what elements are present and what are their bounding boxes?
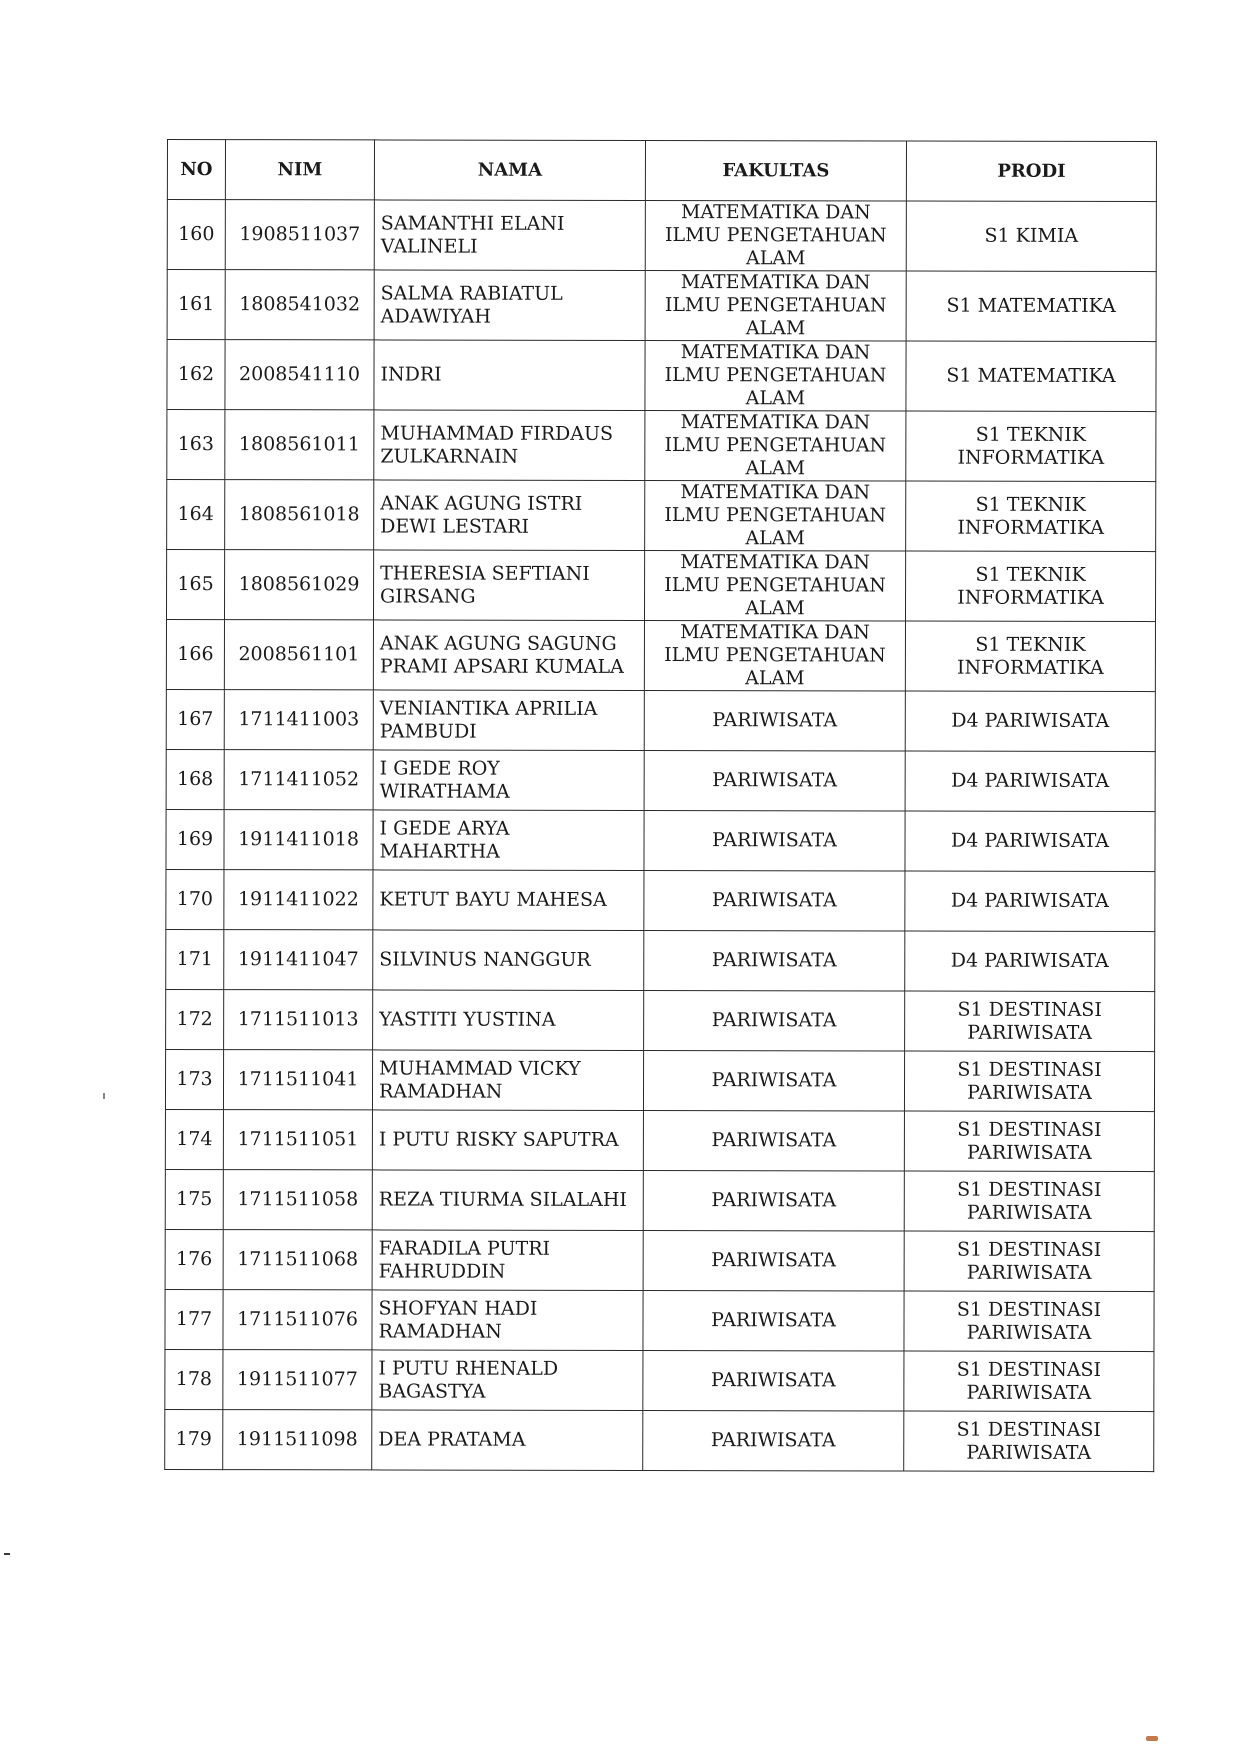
cell-no: 167 bbox=[166, 689, 224, 749]
table-row bbox=[165, 1049, 1154, 1111]
cell-nama-line: I GEDE ROY bbox=[379, 756, 500, 780]
cell-fakultas bbox=[645, 271, 906, 342]
cell-nama bbox=[373, 620, 644, 691]
cell-fakultas-line: PARIWISATA bbox=[711, 1129, 837, 1152]
cell-prodi-line: INFORMATIKA bbox=[957, 656, 1104, 679]
header-no: NO bbox=[167, 140, 225, 200]
cell-nama bbox=[373, 930, 644, 991]
table-row bbox=[166, 989, 1155, 1051]
cell-nim: 2008541110 bbox=[225, 340, 374, 410]
cell-fakultas bbox=[643, 1230, 904, 1291]
cell-nim: 1911411022 bbox=[224, 870, 373, 930]
cell-prodi-line: PARIWISATA bbox=[967, 1081, 1092, 1104]
cell-prodi-line: S1 TEKNIK bbox=[975, 633, 1086, 656]
cell-nim: 1808561029 bbox=[224, 550, 373, 620]
cell-fakultas bbox=[643, 1290, 904, 1351]
cell-nama-line: PRAMI APSARI KUMALA bbox=[379, 654, 624, 678]
table-row bbox=[166, 809, 1155, 871]
cell-prodi bbox=[905, 931, 1155, 992]
cell-prodi-line: S1 KIMIA bbox=[984, 224, 1079, 247]
cell-fakultas-line: ALAM bbox=[745, 247, 806, 270]
cell-nama bbox=[373, 870, 644, 931]
cell-no: 179 bbox=[165, 1409, 223, 1469]
cell-nama bbox=[373, 690, 644, 751]
cell-nama bbox=[374, 270, 645, 341]
header-fakultas: FAKULTAS bbox=[645, 141, 906, 202]
cell-nama-line: SHOFYAN HADI bbox=[378, 1296, 538, 1320]
cell-fakultas bbox=[644, 691, 905, 752]
cell-nama bbox=[372, 1230, 643, 1291]
cell-no: 178 bbox=[165, 1349, 223, 1409]
cell-prodi-line: S1 DESTINASI bbox=[956, 1358, 1102, 1381]
cell-nama-line: KETUT BAYU MAHESA bbox=[379, 888, 607, 911]
cell-nama-line: I PUTU RHENALD bbox=[378, 1356, 559, 1380]
cell-nama bbox=[374, 410, 645, 481]
cell-nama bbox=[372, 1290, 643, 1351]
table-row bbox=[166, 689, 1155, 751]
cell-nama-line: FAHRUDDIN bbox=[378, 1259, 506, 1283]
cell-fakultas-line: ILMU PENGETAHUAN bbox=[664, 294, 887, 317]
cell-fakultas-line: ALAM bbox=[745, 527, 805, 550]
cell-nim: 1711511051 bbox=[223, 1110, 372, 1170]
cell-nim: 1911511077 bbox=[223, 1350, 372, 1410]
cell-nama-line: ZULKARNAIN bbox=[380, 444, 519, 468]
cell-no: 176 bbox=[165, 1229, 223, 1289]
cell-fakultas bbox=[643, 1051, 904, 1112]
cell-prodi-line: S1 MATEMATIKA bbox=[946, 294, 1116, 317]
cell-fakultas-line: ILMU PENGETAHUAN bbox=[664, 644, 886, 667]
cell-prodi bbox=[904, 1291, 1154, 1352]
cell-prodi bbox=[905, 691, 1155, 752]
table-row bbox=[167, 200, 1156, 272]
cell-fakultas bbox=[645, 341, 906, 412]
cell-nama bbox=[374, 480, 645, 551]
cell-fakultas bbox=[644, 931, 905, 992]
cell-fakultas bbox=[643, 1170, 904, 1231]
cell-fakultas-line: ALAM bbox=[745, 667, 805, 690]
cell-no: 170 bbox=[166, 869, 224, 929]
scan-mark bbox=[4, 1553, 10, 1555]
cell-fakultas-line: MATEMATIKA DAN bbox=[680, 271, 871, 294]
table-row bbox=[165, 1229, 1154, 1291]
cell-no: 161 bbox=[167, 270, 225, 340]
cell-nama-line: SAMANTHI ELANI bbox=[380, 211, 565, 235]
cell-nama bbox=[373, 990, 644, 1051]
cell-fakultas-line: PARIWISATA bbox=[712, 829, 837, 852]
cell-fakultas-line: ILMU PENGETAHUAN bbox=[664, 434, 887, 457]
cell-prodi-line: S1 TEKNIK bbox=[975, 563, 1086, 586]
cell-prodi bbox=[904, 1111, 1154, 1172]
cell-nama bbox=[374, 200, 645, 271]
cell-nama bbox=[372, 1050, 643, 1111]
cell-prodi bbox=[906, 481, 1156, 552]
scan-mark bbox=[1146, 1736, 1158, 1741]
table-row bbox=[166, 749, 1155, 811]
cell-nama-line: VENIANTIKA APRILIA bbox=[379, 696, 598, 720]
cell-nim: 1711411003 bbox=[224, 690, 373, 750]
cell-fakultas-line: ALAM bbox=[745, 457, 806, 480]
table-row bbox=[167, 270, 1156, 342]
cell-fakultas-line: MATEMATIKA DAN bbox=[680, 621, 870, 644]
cell-fakultas bbox=[644, 811, 905, 872]
cell-nama bbox=[372, 1170, 643, 1231]
cell-fakultas bbox=[644, 621, 905, 692]
cell-fakultas-line: PARIWISATA bbox=[710, 1429, 836, 1452]
cell-no: 164 bbox=[167, 480, 225, 550]
cell-fakultas bbox=[643, 1111, 904, 1172]
cell-prodi-line: PARIWISATA bbox=[967, 1021, 1092, 1044]
cell-nama-line: BAGASTYA bbox=[378, 1379, 486, 1403]
cell-prodi bbox=[905, 991, 1155, 1052]
cell-nama-line: PAMBUDI bbox=[379, 719, 477, 743]
cell-nim: 1711511076 bbox=[223, 1290, 372, 1350]
cell-nama bbox=[372, 1350, 643, 1411]
cell-nama-line: MUHAMMAD VICKY bbox=[379, 1056, 581, 1080]
cell-prodi-line: D4 PARIWISATA bbox=[951, 769, 1110, 792]
cell-fakultas bbox=[645, 411, 906, 482]
cell-nama bbox=[372, 1410, 643, 1471]
table-row bbox=[166, 550, 1155, 622]
cell-prodi-line: S1 TEKNIK bbox=[975, 423, 1087, 446]
header-prodi: PRODI bbox=[906, 141, 1156, 202]
cell-no: 172 bbox=[166, 989, 224, 1049]
cell-prodi bbox=[904, 1171, 1154, 1232]
cell-prodi-line: S1 DESTINASI bbox=[956, 1298, 1102, 1321]
cell-prodi bbox=[904, 1411, 1154, 1472]
cell-fakultas-line: PARIWISATA bbox=[712, 889, 837, 912]
cell-prodi-line: PARIWISATA bbox=[966, 1381, 1092, 1404]
cell-no: 163 bbox=[167, 410, 225, 480]
cell-nama bbox=[373, 550, 644, 621]
cell-nim: 1911411018 bbox=[224, 810, 373, 870]
cell-nama-line: I GEDE ARYA bbox=[379, 816, 510, 840]
cell-no: 177 bbox=[165, 1289, 223, 1349]
cell-prodi-line: PARIWISATA bbox=[966, 1321, 1092, 1344]
cell-fakultas-line: PARIWISATA bbox=[711, 1069, 837, 1092]
cell-prodi-line: S1 MATEMATIKA bbox=[946, 364, 1116, 387]
table-body bbox=[165, 200, 1157, 1472]
cell-no: 160 bbox=[167, 200, 225, 270]
cell-fakultas-line: PARIWISATA bbox=[711, 1369, 836, 1392]
cell-nama bbox=[374, 340, 645, 411]
cell-prodi bbox=[905, 621, 1155, 692]
cell-prodi-line: S1 DESTINASI bbox=[957, 1118, 1102, 1141]
cell-nama-line: SILVINUS NANGGUR bbox=[379, 948, 591, 971]
table-row bbox=[166, 869, 1155, 931]
cell-nama-line: FARADILA PUTRI bbox=[378, 1236, 551, 1260]
cell-nim: 1711511058 bbox=[223, 1170, 372, 1230]
cell-fakultas-line: PARIWISATA bbox=[711, 949, 837, 972]
cell-prodi-line: PARIWISATA bbox=[966, 1261, 1092, 1284]
table-row bbox=[167, 410, 1156, 482]
cell-nama-line: MUHAMMAD FIRDAUS bbox=[380, 421, 614, 445]
cell-fakultas-line: MATEMATIKA DAN bbox=[680, 411, 871, 434]
cell-nama bbox=[372, 1110, 643, 1171]
cell-nama bbox=[373, 810, 644, 871]
table-row bbox=[167, 480, 1156, 552]
header-nama: NAMA bbox=[374, 140, 645, 201]
cell-no: 162 bbox=[167, 340, 225, 410]
table-row bbox=[165, 1289, 1154, 1351]
cell-no: 165 bbox=[166, 550, 224, 620]
cell-nim: 1808561011 bbox=[225, 410, 374, 480]
cell-nama-line: THERESIA SEFTIANI bbox=[380, 561, 590, 585]
cell-nama-line: GIRSANG bbox=[380, 584, 476, 608]
cell-nama-line: ANAK AGUNG SAGUNG bbox=[379, 631, 617, 655]
cell-fakultas-line: PARIWISATA bbox=[711, 1009, 837, 1032]
cell-nim: 1908511037 bbox=[225, 200, 374, 270]
cell-prodi bbox=[904, 1231, 1154, 1292]
cell-fakultas bbox=[644, 991, 905, 1052]
cell-prodi-line: INFORMATIKA bbox=[957, 446, 1105, 469]
cell-prodi-line: INFORMATIKA bbox=[957, 516, 1105, 539]
cell-nama-line: RAMADHAN bbox=[378, 1079, 503, 1103]
cell-fakultas-line: ALAM bbox=[745, 597, 805, 620]
cell-nim: 1808561018 bbox=[225, 480, 374, 550]
cell-nama-line: RAMADHAN bbox=[378, 1319, 502, 1343]
cell-no: 168 bbox=[166, 749, 224, 809]
cell-fakultas bbox=[643, 1410, 904, 1471]
cell-prodi-line: D4 PARIWISATA bbox=[951, 709, 1110, 732]
cell-nama bbox=[373, 750, 644, 811]
cell-nim: 1711411052 bbox=[224, 750, 373, 810]
cell-fakultas bbox=[645, 201, 906, 272]
table-row bbox=[167, 340, 1156, 412]
cell-prodi-line: S1 DESTINASI bbox=[956, 1238, 1102, 1261]
cell-prodi-line: S1 DESTINASI bbox=[957, 998, 1102, 1021]
cell-nama-line: MAHARTHA bbox=[379, 839, 500, 863]
cell-prodi-line: S1 DESTINASI bbox=[956, 1418, 1101, 1441]
cell-fakultas-line: PARIWISATA bbox=[712, 769, 838, 792]
cell-nama-line: YASTITI YUSTINA bbox=[379, 1008, 556, 1031]
scan-mark bbox=[103, 1093, 105, 1099]
cell-no: 173 bbox=[165, 1049, 223, 1109]
cell-prodi bbox=[905, 551, 1155, 622]
cell-prodi-line: PARIWISATA bbox=[967, 1141, 1092, 1164]
cell-prodi-line: D4 PARIWISATA bbox=[950, 829, 1110, 852]
cell-fakultas-line: MATEMATIKA DAN bbox=[680, 481, 871, 504]
cell-nama-line: INDRI bbox=[380, 363, 442, 386]
cell-fakultas-line: MATEMATIKA DAN bbox=[680, 551, 871, 574]
cell-nim: 2008561101 bbox=[224, 620, 373, 690]
cell-fakultas bbox=[645, 481, 906, 552]
cell-nama-line: SALMA RABIATUL bbox=[380, 281, 563, 305]
cell-nama-line: VALINELI bbox=[380, 234, 478, 258]
cell-prodi bbox=[904, 1351, 1154, 1412]
cell-fakultas-line: MATEMATIKA DAN bbox=[680, 201, 871, 224]
cell-fakultas-line: ALAM bbox=[745, 387, 806, 410]
table-row bbox=[166, 929, 1155, 991]
cell-prodi bbox=[906, 201, 1156, 272]
cell-fakultas bbox=[644, 551, 905, 622]
cell-fakultas-line: PARIWISATA bbox=[711, 1249, 837, 1272]
cell-no: 174 bbox=[165, 1109, 223, 1169]
cell-prodi bbox=[906, 341, 1156, 412]
table-row bbox=[165, 1409, 1154, 1471]
cell-prodi-line: INFORMATIKA bbox=[957, 586, 1104, 609]
cell-prodi-line: PARIWISATA bbox=[966, 1441, 1092, 1464]
cell-no: 171 bbox=[166, 929, 224, 989]
cell-prodi-line: S1 DESTINASI bbox=[957, 1178, 1102, 1201]
cell-prodi-line: D4 PARIWISATA bbox=[950, 889, 1109, 912]
table-row bbox=[165, 1349, 1154, 1411]
cell-fakultas bbox=[644, 871, 905, 932]
cell-prodi-line: PARIWISATA bbox=[966, 1201, 1092, 1224]
cell-fakultas-line: ALAM bbox=[745, 317, 806, 340]
cell-fakultas-line: ILMU PENGETAHUAN bbox=[664, 364, 887, 387]
table-row bbox=[165, 1109, 1154, 1171]
cell-fakultas bbox=[643, 1350, 904, 1411]
cell-fakultas-line: ILMU PENGETAHUAN bbox=[664, 224, 887, 247]
cell-fakultas-line: ILMU PENGETAHUAN bbox=[664, 504, 887, 527]
cell-prodi bbox=[906, 271, 1156, 342]
cell-nim: 1808541032 bbox=[225, 270, 374, 340]
cell-fakultas-line: MATEMATIKA DAN bbox=[680, 341, 871, 364]
student-table bbox=[164, 139, 1157, 1472]
cell-no: 166 bbox=[166, 620, 224, 690]
cell-nim: 1711511041 bbox=[223, 1050, 372, 1110]
cell-nama-line: DEWI LESTARI bbox=[380, 514, 530, 538]
cell-nama-line: ADAWIYAH bbox=[380, 304, 491, 328]
cell-nim: 1711511068 bbox=[223, 1230, 372, 1290]
cell-nim: 1911511098 bbox=[223, 1410, 372, 1470]
cell-fakultas-line: PARIWISATA bbox=[711, 1309, 836, 1332]
cell-prodi bbox=[905, 871, 1155, 932]
header-nim: NIM bbox=[225, 140, 374, 200]
cell-nama-line: DEA PRATAMA bbox=[378, 1428, 526, 1451]
cell-fakultas-line: PARIWISATA bbox=[711, 1189, 837, 1212]
cell-no: 175 bbox=[165, 1169, 223, 1229]
cell-prodi-line: S1 DESTINASI bbox=[957, 1058, 1102, 1081]
cell-no: 169 bbox=[166, 809, 224, 869]
cell-prodi bbox=[905, 751, 1155, 812]
cell-prodi bbox=[905, 811, 1155, 872]
cell-fakultas bbox=[644, 751, 905, 812]
cell-prodi-line: D4 PARIWISATA bbox=[950, 949, 1109, 972]
cell-nama-line: WIRATHAMA bbox=[379, 779, 510, 803]
table-header-row bbox=[167, 140, 1156, 202]
cell-prodi bbox=[906, 411, 1156, 482]
cell-nim: 1911411047 bbox=[224, 930, 373, 990]
cell-nama-line: ANAK AGUNG ISTRI bbox=[380, 491, 583, 515]
cell-prodi-line: S1 TEKNIK bbox=[975, 493, 1086, 516]
cell-nim: 1711511013 bbox=[224, 990, 373, 1050]
table-row bbox=[165, 1169, 1154, 1231]
cell-fakultas-line: PARIWISATA bbox=[712, 709, 838, 732]
cell-nama-line: I PUTU RISKY SAPUTRA bbox=[378, 1128, 619, 1151]
table-row bbox=[166, 620, 1155, 692]
cell-nama-line: REZA TIURMA SILALAHI bbox=[378, 1188, 627, 1211]
cell-fakultas-line: ILMU PENGETAHUAN bbox=[664, 574, 886, 597]
cell-prodi bbox=[904, 1051, 1154, 1112]
